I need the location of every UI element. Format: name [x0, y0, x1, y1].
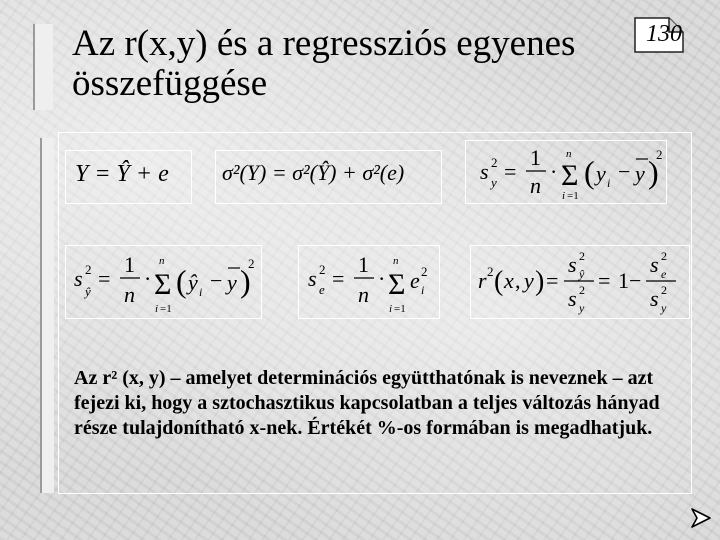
svg-text:1: 1 [124, 252, 135, 277]
svg-text:s: s [568, 252, 577, 277]
svg-text:e: e [410, 268, 420, 293]
svg-text:s: s [480, 159, 489, 184]
formula-determination-coefficient [472, 248, 686, 316]
svg-text:=1: =1 [160, 303, 172, 315]
svg-text:2: 2 [319, 262, 326, 277]
svg-text:n: n [358, 282, 369, 307]
svg-text:1: 1 [358, 252, 369, 277]
svg-text:y: y [635, 161, 645, 186]
formula-variance-residual [300, 250, 438, 316]
svg-text:i: i [199, 285, 203, 299]
svg-text:=1: =1 [567, 190, 579, 201]
formula-variance-y [468, 143, 663, 201]
svg-text:n: n [530, 173, 541, 198]
svg-text:2: 2 [421, 264, 428, 279]
svg-text:=: = [98, 266, 111, 291]
formula-variance-yhat [68, 250, 258, 316]
svg-text:y: y [661, 301, 667, 315]
svg-text:2: 2 [248, 256, 255, 271]
svg-text:1: 1 [530, 145, 541, 170]
svg-text:−: − [618, 159, 631, 184]
description-paragraph: Az r² (x, y) – amelyet determinációs együtthatónak is neveznek – azt fejezi ki, hogy a sztochasztikus kapcsolatban a teljes változás hányad része tulajdonítható x-nek. Értékét %-os formában is megadhatjuk. [74, 367, 660, 439]
svg-text:i: i [155, 303, 159, 315]
svg-text:i: i [607, 176, 611, 190]
page-number: 130 [646, 21, 682, 47]
svg-text:2: 2 [491, 155, 498, 170]
svg-text:i: i [562, 190, 566, 201]
svg-text:r: r [478, 268, 487, 293]
svg-text:ŷ: ŷ [579, 267, 585, 281]
svg-text:Σ: Σ [388, 268, 406, 301]
svg-text:·: · [144, 266, 152, 291]
svg-text:−: − [629, 268, 642, 293]
svg-text:): ) [648, 154, 659, 190]
svg-text:y: y [491, 175, 497, 190]
slide-title: Az r(x,y) és a regressziós egyenes összefüggése [72, 23, 576, 104]
svg-text:ŷ: ŷ [85, 284, 91, 299]
svg-text:2: 2 [661, 283, 667, 297]
svg-text:2: 2 [85, 262, 92, 277]
svg-text:=: = [332, 266, 345, 291]
svg-text:y: y [596, 161, 606, 186]
svg-text:e: e [661, 267, 667, 281]
svg-text:n: n [124, 282, 135, 307]
formula-y-decomposition: Y = Ŷ + e [75, 161, 169, 187]
svg-text:(: ( [584, 154, 595, 190]
svg-text:·: · [550, 159, 558, 184]
svg-text:,: , [515, 268, 521, 293]
svg-text:s: s [650, 252, 659, 277]
svg-text:−: − [210, 268, 223, 293]
svg-text:1: 1 [618, 268, 629, 293]
decorative-left-bar-top [33, 24, 53, 110]
svg-text:2: 2 [661, 249, 667, 263]
svg-text:i: i [389, 303, 393, 315]
svg-text:2: 2 [487, 264, 494, 279]
svg-text:n: n [393, 255, 399, 267]
svg-text:Σ: Σ [154, 268, 172, 301]
svg-text:x: x [504, 268, 514, 293]
svg-text:2: 2 [579, 249, 585, 263]
svg-text:y: y [524, 268, 534, 293]
svg-text:=: = [598, 268, 611, 293]
svg-text:s: s [74, 266, 83, 291]
svg-text:=1: =1 [394, 303, 406, 315]
svg-text:s: s [568, 286, 577, 311]
svg-text:ŷ: ŷ [188, 270, 198, 295]
svg-text:2: 2 [579, 283, 585, 297]
decorative-left-bar-bottom [40, 138, 54, 493]
svg-text:s: s [650, 286, 659, 311]
svg-text:·: · [378, 266, 386, 291]
svg-text:(: ( [494, 266, 504, 297]
svg-text:Σ: Σ [561, 159, 579, 192]
arrow-right-icon[interactable] [690, 507, 712, 529]
svg-text:): ) [240, 263, 251, 299]
svg-text:i: i [421, 283, 425, 297]
svg-text:=: = [504, 159, 517, 184]
svg-text:=: = [546, 268, 559, 293]
formula-variance-decomposition: σ²(Y) = σ²(Ŷ) + σ²(e) [222, 160, 405, 185]
svg-text:): ) [535, 266, 545, 297]
svg-text:y: y [227, 270, 237, 295]
svg-text:y: y [579, 301, 585, 315]
svg-text:s: s [308, 266, 317, 291]
svg-text:e: e [319, 282, 325, 297]
svg-text:n: n [159, 255, 165, 267]
svg-text:2: 2 [656, 147, 663, 162]
svg-text:(: ( [176, 263, 187, 299]
svg-text:n: n [566, 148, 572, 160]
